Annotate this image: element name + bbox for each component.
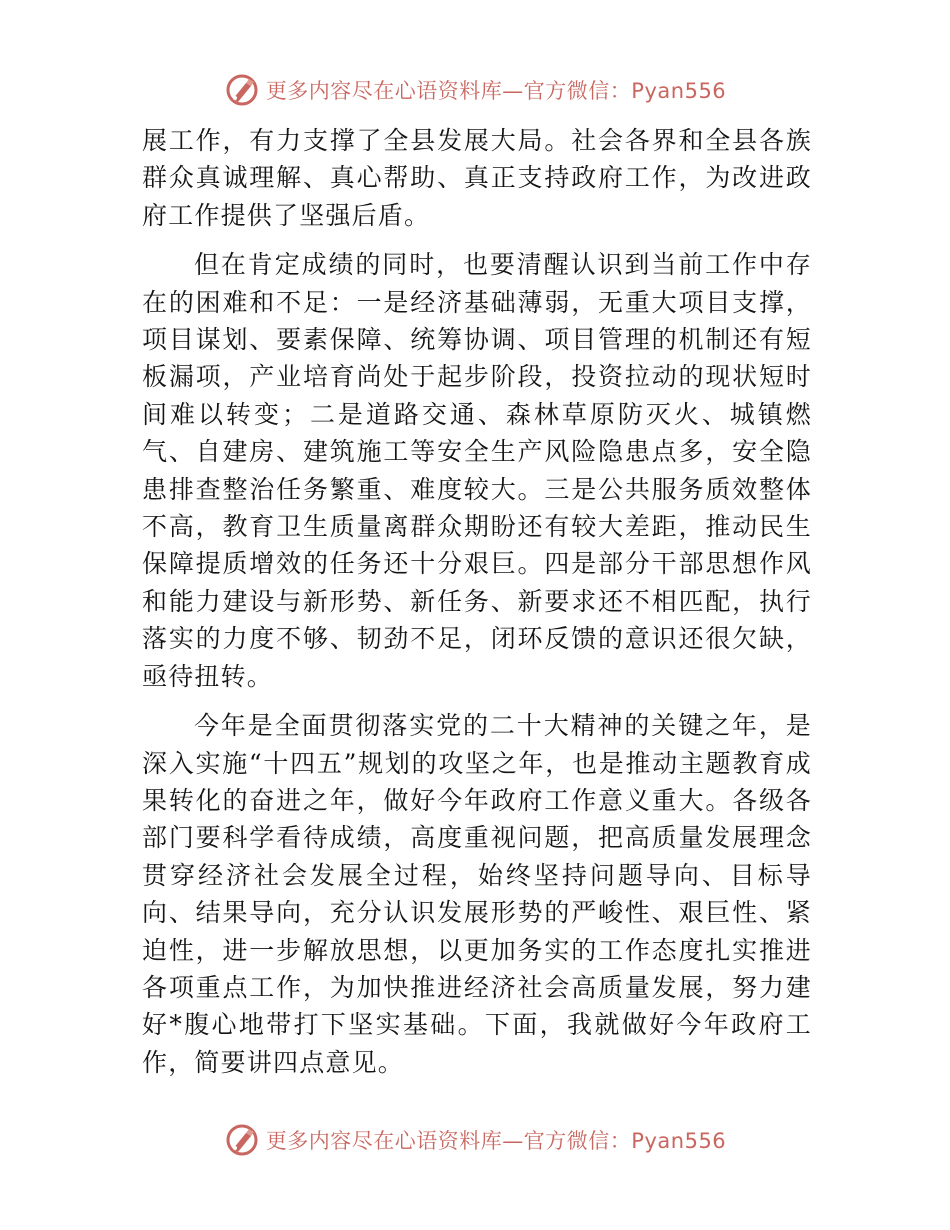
paragraph-1: 展工作，有力支撑了全县发展大局。社会各界和全县各族群众真诚理解、真心帮助、真正支持政府工作，为改进政府工作提供了坚强后盾。 — [142, 126, 812, 230]
pen-logo-icon — [224, 1122, 260, 1158]
footer-watermark-text: 更多内容尽在心语资料库—官方微信：Pyan556 — [265, 1129, 727, 1153]
pen-logo-icon — [224, 72, 260, 108]
header-watermark-banner — [0, 70, 950, 110]
paragraph-3: 今年是全面贯彻落实党的二十大精神的关键之年，是深入实施“十四五”规划的攻坚之年，也是推动主题教育成果转化的奋进之年，做好今年政府工作意义重大。各级各部门要科学看待成绩，高度重视问题，把高质量发展理念贯穿经济社会发展全过程，始终坚持问题导向、目标导向、结果导向，充分认识发展形势的严峻性、艰巨性、紧迫性，进一步解放思想，以更加务实的工作态度扎实推进各项重点工作，为加快推进经济社会高质量发展，努力建好*腹心地带打下坚实基础。下面，我就做好今年政府工作，简要讲四点意见。 — [142, 711, 812, 1077]
paragraph-2: 但在肯定成绩的同时，也要清醒认识到当前工作中存在的困难和不足：一是经济基础薄弱，无重大项目支撑，项目谋划、要素保障、统筹协调、项目管理的机制还有短板漏项，产业培育尚处于起步阶段，投资拉动的现状短时间难以转变；二是道路交通、森林草原防灭火、城镇燃气、自建房、建筑施工等安全生产风险隐患点多，安全隐患排查整治任务繁重、难度较大。三是公共服务质效整体不高，教育卫生质量离群众期盼还有较大差距，推动民生保障提质增效的任务还十分艰巨。四是部分干部思想作风和能力建设与新形势、新任务、新要求还不相匹配，执行落实的力度不够、韧劲不足，闭环反馈的意识还很欠缺，亟待扭转。 — [142, 250, 812, 691]
header-watermark-text: 更多内容尽在心语资料库—官方微信：Pyan556 — [265, 79, 727, 103]
document-body — [142, 122, 812, 1093]
footer-watermark-banner — [0, 1120, 950, 1160]
